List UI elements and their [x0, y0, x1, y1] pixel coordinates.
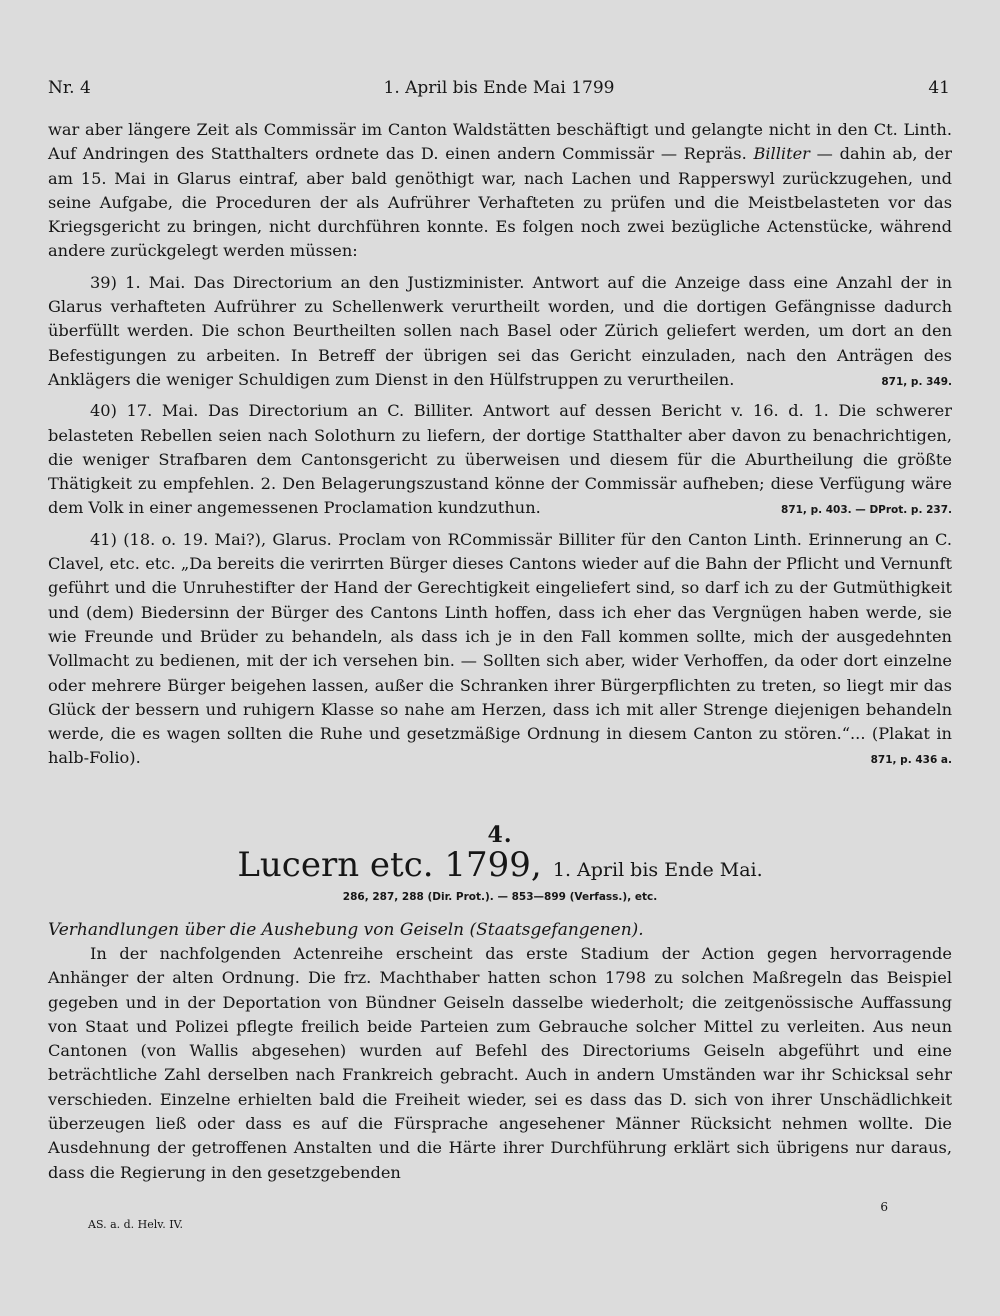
entry-39-reference: 871, p. 349.	[881, 375, 952, 388]
running-header	[48, 78, 950, 104]
entry-40: 40) 17. Mai. Das Directorium an C. Billiter. Antwort auf dessen Bericht v. 16. d. 1. Die schwerer belasteten Rebellen seien nach Solothurn zu liefern, der dortige Statthalter aber davon zu benachrichtigen, die weniger Strafbaren dem Cantonsgericht zu überweisen und diesem für die Aburtheilung die größte Thätigkeit zu empfehlen. 2. Den Belagerungszustand könne der Commissär aufheben; diese Verfügung wäre dem Volk in einer angemessenen Proclamation kundzuthun. 871, p. 403. — DProt. p. 237.	[48, 399, 952, 520]
footer-signature: AS. a. d. Helv. IV.	[88, 1218, 184, 1231]
section-title-sub: 1. April bis Ende Mai.	[552, 859, 763, 882]
section-title-main: Lucern etc. 1799,	[237, 845, 542, 886]
entry-40-reference: 871, p. 403. — DProt. p. 237.	[781, 504, 952, 517]
section-sources: 286, 287, 288 (Dir. Prot.). — 853—899 (Verfass.), etc.	[342, 891, 658, 904]
entry-39: 39) 1. Mai. Das Directorium an den Justizminister. Antwort auf die Anzeige dass eine Anzahl der in Glarus verhafteten Aufrührer zu Schellenwerk verurtheilt worden, und die dortigen Gefängnisse dadurch überfüllt werden. Die schon Beurtheilten sollen nach Basel oder Zürich geliefert werden, um dort an den Befestigungen zu arbeiten. In Betreff der übrigen sei das Gericht einzuladen, nach den Anträgen des Anklägers die weniger Schuldigen zum Dienst in den Hülfstruppen zu verurtheilen. 871, p. 349.	[48, 271, 952, 392]
intro-name: Billiter	[753, 144, 810, 164]
page-body	[48, 118, 952, 1185]
issue-number: Nr. 4	[48, 78, 91, 98]
page-number: 41	[928, 78, 950, 98]
section-subtitle: Verhandlungen über die Aushebung von Geiseln (Staatsgefangenen).	[48, 919, 644, 940]
entry-41: 41) (18. o. 19. Mai?), Glarus. Proclam von RCommissär Billiter für den Canton Linth. Erinnerung an C. Clavel, etc. etc. „Da bereits die verirrten Bürger dieses Cantons wieder auf die Bahn der Pflicht und Vernunft geführt und die Unruhestifter der Hand der Gerechtigkeit eingeliefert sind, so darf ich zu der Gutmüthigkeit und (dem) Biedersinn der Bürger des Cantons Linth hoffen, dass ich eher das Vergnügen haben werde, sie wie Freunde und Brüder zu behandeln, als dass ich je in den Fall kommen sollte, mich der ausgedehnten Vollmacht zu bedienen, mit der ich versehen bin. — Sollten sich aber, wider Verhoffen, da oder dort einzelne oder mehrere Bürger beigehen lassen, außer die Schranken ihrer Bürgerpflichten zu treten, so liegt mir das Glück der bessern und ruhigern Klasse so nahe am Herzen, dass ich mit aller Strenge diejenigen behandeln werde, die es wagen sollten die Ruhe und gesetzmäßige Ordnung in diesem Canton zu stören.“... (Plakat in halb-Folio). 871, p. 436 a.	[48, 528, 952, 771]
header-date-range: 1. April bis Ende Mai 1799	[383, 78, 615, 98]
sheet-number: 6	[880, 1200, 888, 1214]
section-title	[48, 845, 952, 886]
section-paragraph: In der nachfolgenden Actenreihe erscheint das erste Stadium der Action gegen hervorragende Anhänger der alten Ordnung. Die frz. Machthaber hatten schon 1798 zu solchen Maßregeln das Beispiel gegeben und in der Deportation von Bündner Geiseln dasselbe wiederholt; die zeitgenössische Auffassung von Staat und Polizei pflegte freilich beide Parteien zum Gebrauche solcher Mittel zu verleiten. Aus neun Cantonen (von Wallis abgesehen) wurden auf Befehl des Directoriums Geiseln abgeführt und eine beträchtliche Zahl derselben nach Frankreich gebracht. Auch in andern Umständen war ihr Schicksal sehr verschieden. Einzelne erhielten bald die Freiheit wieder, sei es dass das D. sich von ihrer Unschädlichkeit überzeugen ließ oder dass es auf die Fürsprache angesehener Männer Rücksicht nehmen wollte. Die Ausdehnung der getroffenen Anstalten und die Härte ihrer Durchführung erklärt sich übrigens nur daraus, dass die Regierung in den gesetzgebenden	[48, 943, 952, 1182]
entry-41-reference: 871, p. 436 a.	[870, 754, 952, 767]
intro-paragraph: war aber längere Zeit als Commissär im Canton Waldstätten beschäftigt und gelangte nicht in den Ct. Linth. Auf Andringen des Statthalters ordnete das D. einen andern Commissär — Repräs. Billiter — dahin ab, der am 15. Mai in Glarus eintraf, aber bald genöthigt war, nach Lachen und Rapperswyl zurückzugehen, und seine Aufgabe, die Proceduren der als Aufrührer Verhafteten zu prüfen und die Meistbelasteten vor das Kriegsgericht zu bringen, nicht durchführen konnte. Es folgen noch zwei bezügliche Actenstücke, während andere zurückgelegt werden müssen:	[48, 120, 952, 261]
section-number: 4.	[487, 821, 513, 848]
